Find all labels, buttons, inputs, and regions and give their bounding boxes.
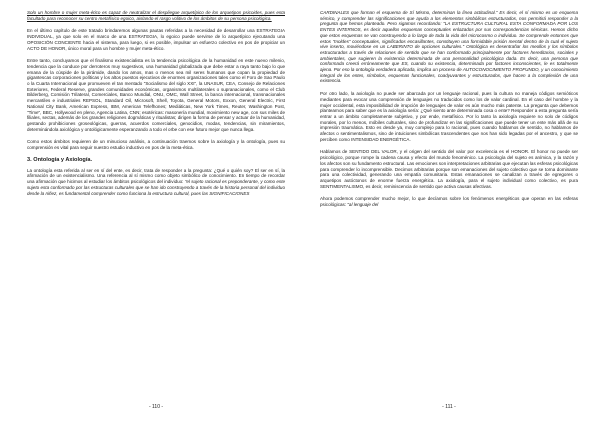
paragraph: En el último capítulo de este tratado brindaremos algunas pautas referidas a la necesidad de desarrollar una ESTRATEGIA INDIVIDUAL, ya que solo en el marco de una ESTRATEGIA, lo egoico puede servirse de lo arquetípico ejecutando una OPOSICIÓN CONCIENTE hacia el sistema, para luego, si es posible, impulsar un esfuerzo colectivo en pos de propiciar un ACTO DE HONOR, único moral para un hombre y mujer meta-ético. (27, 28, 285, 51)
paragraph-text: La ontología esta referida al ser en sí del ente, es decir, trata de responder a la pregunta: ¿Qué o quién soy? El ser en sí, la afirmación de un existencialismo. Una referencia al sí mismo como objeto simbólico de conocimiento. En tiempo de recordar una afirmación que hicimos al estudiar los ámbitos psicológicos del individuo: (27, 167, 285, 185)
right-page (320, 10, 578, 410)
quoted-text: "al lenguaje del (347, 202, 379, 208)
paragraph (320, 196, 578, 207)
paragraph: Por otro lado, la axiología no puede ser abarcada por un lenguaje racional, pues la cultura no maneja códigos semióticos mediantes para evocar una comprensión de lenguajes no traducidos como los de valor cardinal. En el caso del hombre y la mujer occidental, esta imposibilidad de irrupción de lenguajes de valor es aún mucho más patente. La pregunta que debemos plantearnos para saber que es la axiología sería: ¿Qué siento ante determinada cosa o ente? Responder a esta pregunta sería entrar a un ámbito completamente subjetivo, y por ende, metafísico. Por lo tanto la axiología requiere no solo de códigos morales, por lo menos, móbiles culturales, sino de profundizar en las significaciones que puede tener un ente más allá de su impresión traumática. Esto es desde ya, muy complejo para lo racional, pues cuando hablamos de sentido, no hablamos de afectos o sentimentalismos, sino de intuiciones simbólicas trascendentes que nos han sido legadas por el ancestro, y que se perciben como INTENSIDAD ENERGÉTICA. (320, 91, 578, 142)
paragraph: Hablamos de SENTIDO DEL VALOR, y el origen del sentido del valor por excelencia es el HONOR. El honor no puede ser psicológico, porque rompe la cadena causa y efecto del mundo fenoménico. La psicología del sujeto es anímica, y la razón y los afectos son su fundamento estructural. Las emociones son interpretaciones arbitrarias que ejecutan las esferas psicológicas para comprender lo incomprensible. Decimos arbitrarias porque son emanaciones del sujeto colectivo que se torna dominante para una colectividad, generando una empatía comunitaria. Estas emanaciones se canalizan a través de egregores o arquetipos autóctonos de enorme fuerza energética. La axiología, para el sujeto individual como colectivo, es pura SENTIMENTALISMO, es decir, reminiscencia de sentido que activa causas afectivas. (320, 149, 578, 189)
intro-paragraph: Solo un hombre o mujer meta-ético es capaz de neutralizar el despliegue arquetípico de los arquetipos psicoides, pues esta facultado para reconocer su centro metafísico egoico, aislando el rasgo volitivo de los ámbitos de su persona psicológica. (27, 10, 285, 21)
quoted-text: "el sujeto racional es preponderante, y como este sujeto esta conformado por las estructuras culturales que se han ido construyendo a través de la historia personal del individuo desde la niñez, es fundamental comprender como funciona la estructura cultural, pues las SIGNIFICACIONES (27, 179, 285, 196)
paragraph-text: Ahora podemos comprender mucho mejor, lo que decíamos sobre los fenómenos energéticos que operan en las esferas psicológicas: (320, 196, 578, 208)
paragraph: CARDINALES que forman el esquema de Sí Mismo, determinan la línea actitudinal." Es decir, el sí mismo es un esquema sémico, y comprender las significaciones que ayuda a los elementos simbólicos estructurados, nos permitirá responder a la pregunta que hemos planteado. Pero sigamos recordando: "LA ESTRUCTURA CULTURAL ESTA CONFORMADA POR LOS ENTES INTERNOS, es decir aquellos esquemas conceptuales enlazados por sus correspondencias sémicas. Hemos dicho que estos esquemas se van construyendo a lo largo de toda la vida del microcosmo o individuo. Se comprende entonces que estos "moldes" conceptuales, significados encasillantes, constituyen una formidable prisión mental dentro de la cual el sujeto vive inserto, moviéndose en un LABERINTO de opciones culturales." Ontológica es desentrañar los meollos y los símbolos estructurados a través de relaciones de sentido que se han conformado principalmente por factores hereditarios, sociales y ambientales, que sugieren la existencia determinada de una personalidad psicológica dada. Es decir, una persona que conformada creerá erróneamente que ES, cuando su existencia, determinada por factores inconscientes, le es totalmente ajena. Por eso la ontología verdadera aplicada, implica un proceso de AUTOCONOCIMIENTO PROFUNDO, y un conocimiento integral de los entes, símbolos, esquemas funcionales, coadyuvantes y estructurados, que hacen a la complexión de una existencia. (320, 10, 578, 84)
paragraph: Como estos ámbitos requieren de un minucioso análisis, a continuación traemos sobre la axiología y la ontología, pues su comprensión es vital para seguir nuestro estudio inductivo en pos de la meta-ética. (27, 139, 285, 151)
paragraph: Entre tanto, concluyamos que el finalismo existencialista es la tendencia psicológica de la humanidad en este nuevo milenio, tendencia que la conduce por derroteros muy sugestivos, una humanidad globalizada que debe estar a raya tanto bajo lo que emana de la cúspide de la pirámide, dando los amos, mas o menos sea mil seres humanos que copan la propiedad de gigantescas corporaciones políticas y los altos puestos ejecutivos de enormes organizaciones tales como el Foro de Sao Paulo o la Cuarta Internacional que promueven el tan mentado "Socialismo del siglo XXI", la UNASUR, CEA, Consejo de Relaciones Exteriores, Federal Reserve, grandes comunidades económicas, organismos multilaterales o supranacionales, como el Club Bilderberg, Comisión Trilateral, Comerciales, Banco Mundial, ONU, OMC, Wall Street, la banca internacional, transnacionales mercantiles e industriales REPSOL, Standard Oil, Microsoft, Shell, Toyota, General Motors, Exxon, General Electric, First National City Bank, American Express, IBM, American Telefhones; Mediáticas, New York Times, Reuter, Washington Post, "Time", BBC, Hollywood en pleno, Agencia Latina, CNN; esotéricas: masonería mundial, movimiento new age, con sus miles de filiales, sectas, además de los grandes religiones dogmáticas y ritualistas; dirigen la forma de pensar y actuar de la humanidad, gestando prohibiciones groseológicas, guerras, acuerdos comerciales, genocidios, modas, tendencias, sin miramientos, determinándola axiológica y ontológicamente esperanzando a todo el orbe con ese futuro mejor que nunca llega. (27, 58, 285, 132)
page-number: - 110 - (148, 404, 164, 410)
page-number: - 111 - (442, 404, 456, 410)
section-heading: 3. Ontología y Axiología. (27, 156, 93, 163)
paragraph (27, 168, 285, 197)
left-page (27, 10, 285, 410)
